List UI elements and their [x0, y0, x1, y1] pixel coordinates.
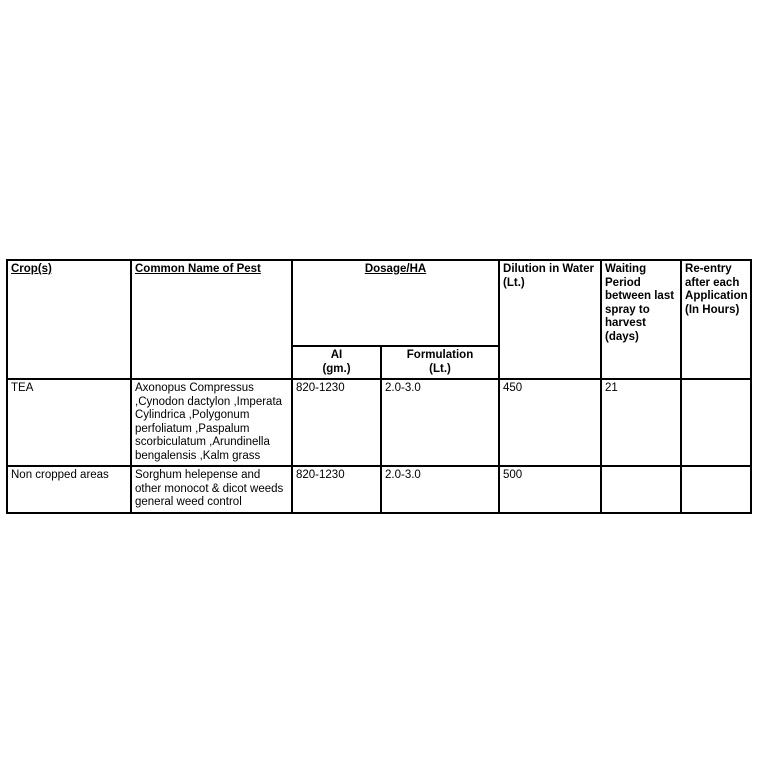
waiting-cell: [601, 379, 681, 466]
header-waiting: Waiting Period between last spray to harvest (days): [605, 263, 675, 343]
crop-value: TEA: [11, 382, 34, 394]
header-ai: AI (gm.): [322, 349, 351, 375]
formulation-value: 2.0-3.0: [385, 469, 421, 481]
reentry-cell: [681, 379, 751, 466]
pest-cell: [131, 379, 292, 466]
pest-table: [6, 259, 752, 514]
waiting-cell: [601, 466, 681, 513]
waiting-value: 21: [605, 382, 618, 394]
dilution-cell: [499, 379, 601, 466]
pest-value: Axonopus Compressus ,Cynodon dactylon ,Imperata Cylindrica ,Polygonum perfoliatum ,Paspalum scorbiculatum ,Arundinella bengalensis ,Kalm grass: [135, 382, 283, 462]
header-reentry-cell: [681, 260, 751, 379]
formulation-cell: [381, 379, 499, 466]
formulation-cell: [381, 466, 499, 513]
formulation-value: 2.0-3.0: [385, 382, 421, 394]
header-crop-cell: [7, 260, 131, 379]
header-pest: Common Name of Pest: [135, 263, 261, 275]
header-crop: Crop(s): [11, 263, 52, 275]
table-row: [7, 379, 751, 466]
header-formulation: Formulation (Lt.): [406, 349, 474, 375]
ai-value: 820-1230: [296, 382, 345, 394]
dilution-value: 450: [503, 382, 523, 394]
header-dosage: Dosage/HA: [364, 263, 427, 275]
header-dilution: Dilution in Water (Lt.): [503, 263, 594, 289]
header-ai-cell: [292, 346, 381, 379]
header-formulation-cell: [381, 346, 499, 379]
table-row: [7, 466, 751, 513]
header-pest-cell: [131, 260, 292, 379]
header-dilution-cell: [499, 260, 601, 379]
header-row-1: [7, 260, 751, 346]
reentry-cell: [681, 466, 751, 513]
crop-cell: [7, 466, 131, 513]
ai-cell: [292, 466, 381, 513]
ai-cell: [292, 379, 381, 466]
dilution-cell: [499, 466, 601, 513]
header-dosage-cell: [292, 260, 499, 346]
header-waiting-cell: [601, 260, 681, 379]
ai-value: 820-1230: [296, 469, 345, 481]
crop-value: Non cropped areas: [11, 469, 109, 481]
pest-value: Sorghum helepense and other monocot & dicot weeds general weed control: [135, 469, 284, 508]
header-reentry: Re-entry after each Application (In Hours): [685, 263, 748, 316]
pest-cell: [131, 466, 292, 513]
dilution-value: 500: [503, 469, 523, 481]
crop-cell: [7, 379, 131, 466]
